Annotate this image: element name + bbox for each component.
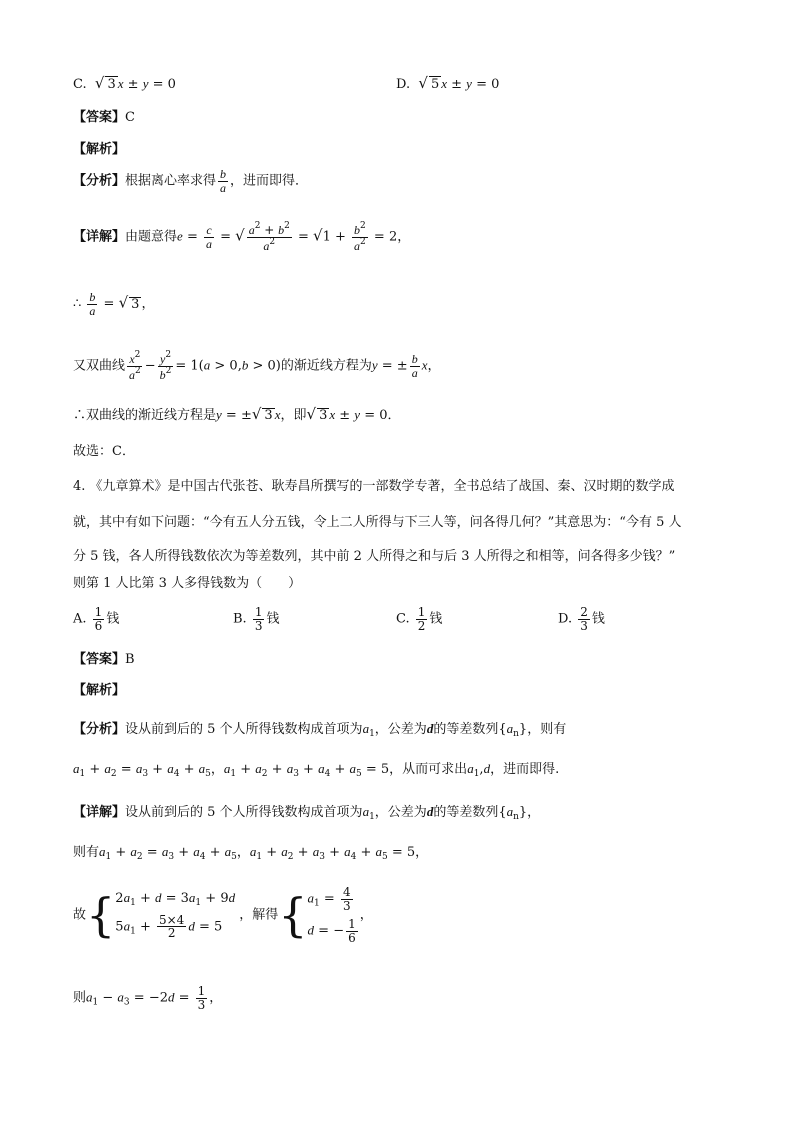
asymptote-result-line: ∴双曲线的渐近线方程是y = ±√ 3 x，即√ 3 x ± y = 0． <box>73 405 401 423</box>
fraction: $\frac{y^2}{b^2}$ <box>159 350 172 382</box>
fenxi-line2-end: ，进而即得. <box>490 762 560 777</box>
xiangjie-text-2: ，公差为 <box>374 805 427 820</box>
asym-line-mid: ，即 <box>280 408 307 423</box>
option-letter: A. <box>73 611 87 627</box>
option-letter: B. <box>233 611 247 627</box>
fenxi-tag: 【分析】 <box>73 173 126 189</box>
left-brace: { <box>86 888 116 943</box>
therefore-line: ∴ $\frac{b}{a}$ = √ 3 ， <box>73 290 155 318</box>
asym-line-prefix: ∴双曲线的渐近线方程是 <box>73 408 217 423</box>
xiangjie-tag: 【详解】 <box>73 229 126 245</box>
xiangjie-text: 由题意得 <box>125 229 178 245</box>
option-c <box>73 74 176 92</box>
unit: 钱 <box>429 611 443 627</box>
q4-fenxi-line: 【分析】设从前到后的 5 个人所得钱数构成首项为$a_1$，公差为d的等差数列$\{a_n\}$，则有 <box>73 721 567 739</box>
fraction: $\frac{1}{3}$ <box>197 984 206 1012</box>
answer-tag: 【答案】 <box>73 110 126 125</box>
fraction: $\frac{a^2 + b^2}{a^2}$ <box>248 221 290 253</box>
unit: 钱 <box>591 611 605 627</box>
unit: 钱 <box>266 611 280 627</box>
q4-option-b <box>233 606 279 632</box>
fraction: $\frac{b}{a}$ <box>89 290 96 318</box>
q4-final-line: 则$a_1 - a_3 = -2d$ = $\frac{1}{3}$ ， <box>73 984 223 1012</box>
fraction-b-over-a: $\frac{b}{a}$ <box>220 167 227 195</box>
fenxi-text-2: ，公差为 <box>374 722 427 737</box>
q4-line-1: 4. 《九章算术》是中国古代张苍、耿寿昌所撰写的一部数学专著，全书总结了战国、秦、汉时期的数学成 <box>73 479 675 494</box>
asym-mid: 的渐近线方程为 <box>280 358 372 374</box>
asym-prefix: 又双曲线 <box>73 358 126 374</box>
q4-analysis-tag: 【解析】 <box>73 683 126 698</box>
xiangjie-text: 设从前到后的 5 个人所得钱数构成首项为 <box>125 805 363 820</box>
fraction: $\frac{c}{a}$ <box>205 223 212 251</box>
answer-tag: 【答案】 <box>73 652 126 667</box>
q4-line-4: 则第 1 人比第 3 人多得钱数为（ ） <box>73 576 302 591</box>
fenxi-text: 根据离心率求得 <box>125 173 217 189</box>
fraction: $\frac{1}{2}$ <box>417 605 426 633</box>
fenxi-text-end: ，进而即得． <box>230 173 309 189</box>
option-letter: C. <box>396 611 410 627</box>
solution-system: $a_1$ = $\frac{4}{3}$ d = − $\frac{1}{6}$ <box>307 885 356 945</box>
fraction: $\frac{1}{3}$ <box>254 605 263 633</box>
answer-value: C <box>125 110 135 125</box>
left-brace: { <box>278 888 308 943</box>
q4-line-2: 就，其中有如下问题：“今有五人分五钱，令上二人所得与下三人等，问各得几何？”其意思为：“今有 5 人 <box>73 515 682 530</box>
fenxi-line2-tail: ，从而可求出 <box>389 762 468 777</box>
q4-system-line: 故{ $2a_1 + d = 3a_1 + 9d$ $5a_1$ + $\frac{5\times 4}{2}$ d = 5 ，解得{ $a_1$ = $\frac{4}{3}$ d = − $\frac{1}{6}$ ， <box>73 885 373 945</box>
choose-line: 故选：C． <box>73 444 135 459</box>
q4-answer-line <box>73 653 135 666</box>
option-letter: D. <box>558 611 573 627</box>
answer-line <box>73 111 135 124</box>
unit: 钱 <box>106 611 120 627</box>
q4-option-c <box>396 606 442 632</box>
q4-ze-you-line: 则有$a_1 + a_2 = a_3 + a_4 + a_5$，$a_1 + a_2 + a_3 + a_4 + a_5 = 5$， <box>73 844 429 862</box>
q4-xiangjie-line: 【详解】设从前到后的 5 个人所得钱数构成首项为$a_1$，公差为d的等差数列$\{a_n\}$， <box>73 804 541 822</box>
q4-option-a <box>73 606 119 632</box>
q4-line-3: 分 5 钱，各人所得钱数依次为等差数列，其中前 2 人所得之和与后 3 人所得之和相等，问各得多少钱？” <box>73 549 676 564</box>
fenxi-text: 设从前到后的 5 个人所得钱数构成首项为 <box>125 722 363 737</box>
xiangjie-line: 【详解】由题意得e = $\frac{c}{a}$ = √ $\frac{a^2 + b^2}{a^2}$ = √1 + $\frac{b^2}{a^2}$ = 2， <box>73 221 411 253</box>
jiede: ，解得 <box>239 907 279 923</box>
answer-value: B <box>125 652 135 667</box>
equation-system: $2a_1 + d = 3a_1 + 9d$ $5a_1$ + $\frac{5\times 4}{2}$ d = 5 <box>115 889 236 941</box>
q4-option-d <box>558 606 605 632</box>
option-d-expr: √ 5 x ± y = 0 <box>418 74 500 92</box>
gu: 故 <box>73 907 87 923</box>
ze-you: 则有 <box>73 845 100 860</box>
analysis-tag: 【解析】 <box>73 142 126 157</box>
ze: 则 <box>73 990 87 1006</box>
xiangjie-tag: 【详解】 <box>73 805 126 820</box>
fenxi-text-4: ，则有 <box>527 722 567 737</box>
fraction: $\frac{x^2}{a^2}$ <box>129 350 141 382</box>
fenxi-text-3: 的等差数列 <box>433 722 499 737</box>
q4-fenxi-line-2: $a_1 + a_2 = a_3 + a_4 + a_5$，$a_1 + a_2 + a_3 + a_4 + a_5 = 5$，从而可求出$a_1,d$，进而即得. <box>73 761 560 779</box>
option-c-expr: √ 3 x ± y = 0 <box>94 74 176 92</box>
fraction: $\frac{b^2}{a^2}$ <box>354 221 366 253</box>
fenxi-tag: 【分析】 <box>73 722 126 737</box>
option-d <box>396 74 499 92</box>
option-letter: D. <box>396 77 411 92</box>
fraction: $\frac{2}{3}$ <box>580 605 588 633</box>
asymptote-def-line: 又双曲线 $\frac{x^2}{a^2}$ − $\frac{y^2}{b^2}$ = 1(a > 0,b > 0)的渐近线方程为y = ± $\frac{b}{a}$ x， <box>73 350 441 382</box>
option-letter: C. <box>73 77 87 92</box>
fraction: $\frac{1}{6}$ <box>94 605 103 633</box>
xiangjie-text-3: 的等差数列 <box>433 805 499 820</box>
fraction: $\frac{b}{a}$ <box>411 352 418 380</box>
fenxi-line <box>73 168 308 194</box>
therefore-symbol: ∴ <box>73 296 82 312</box>
